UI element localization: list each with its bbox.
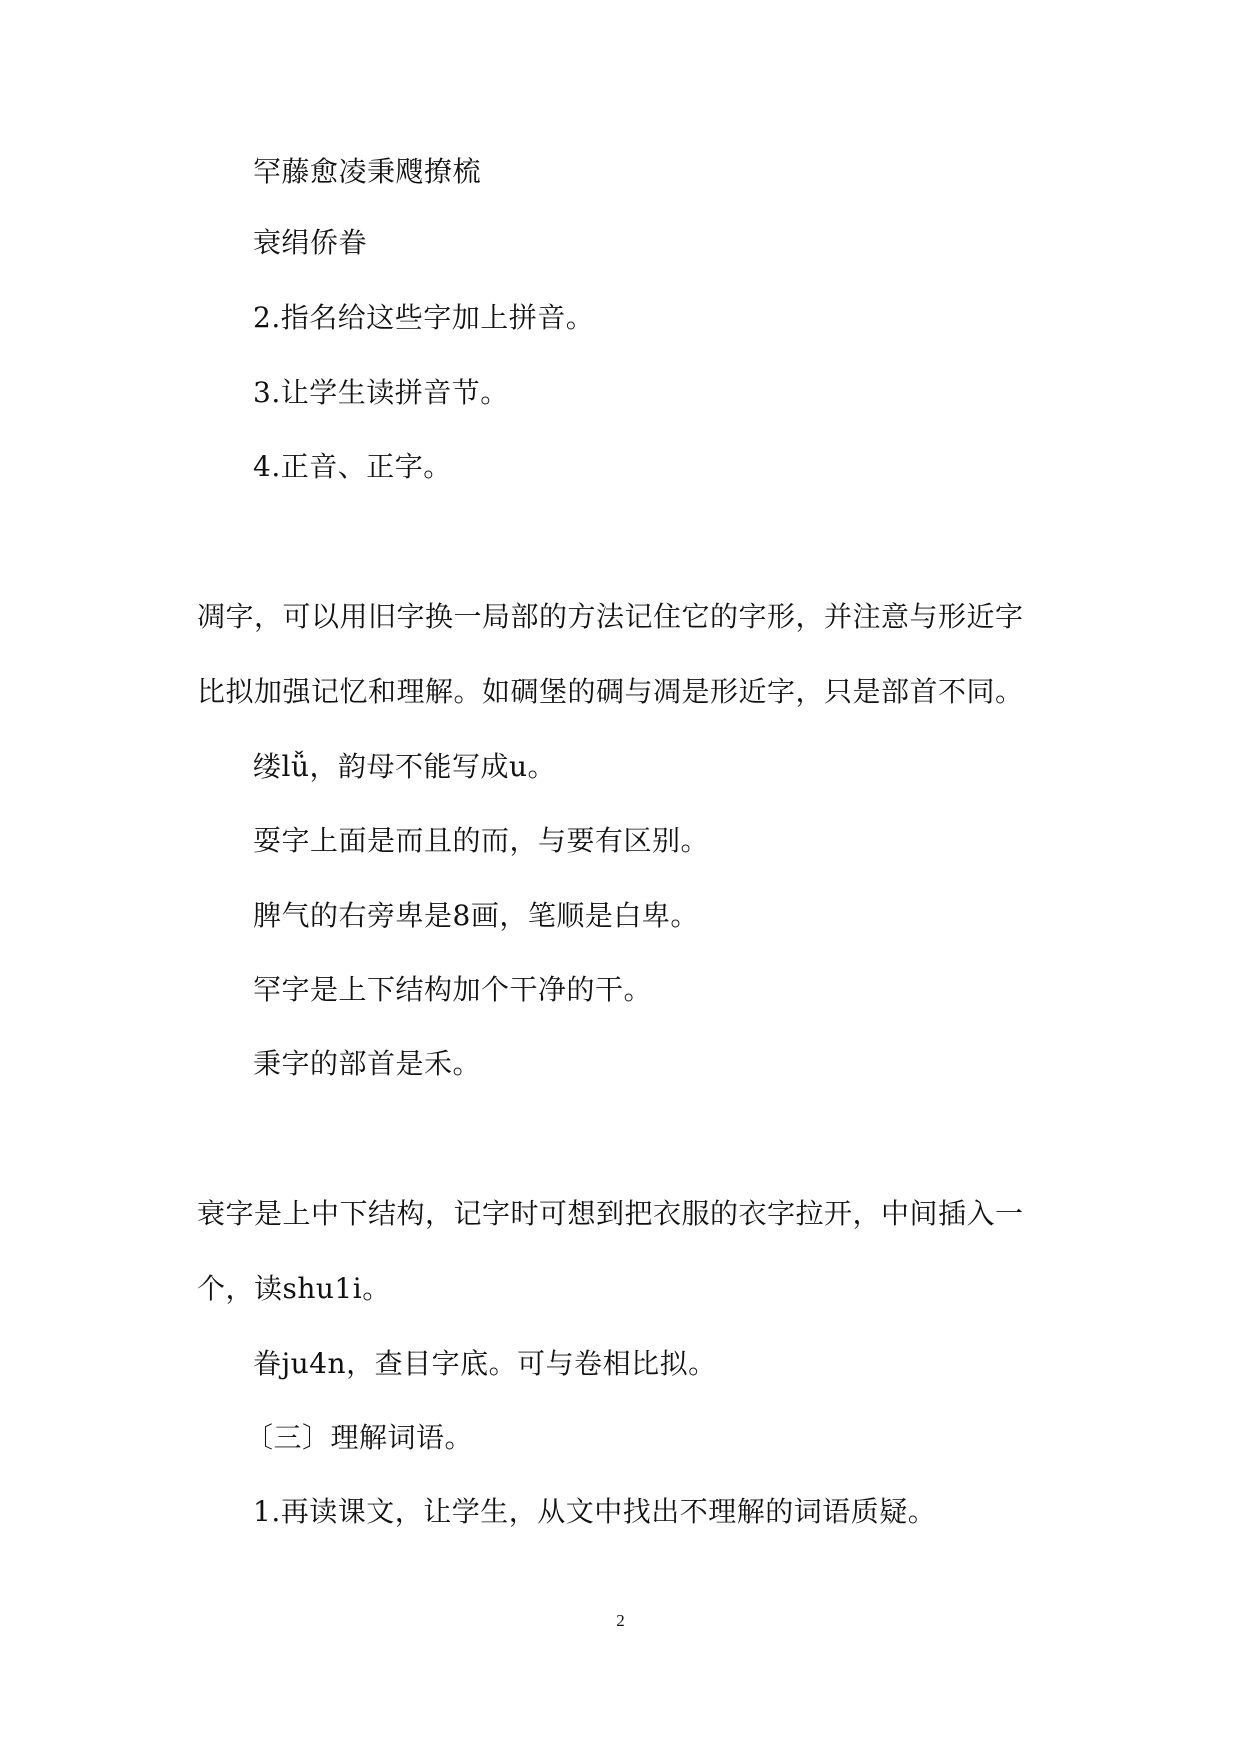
note-han-text: 罕字是上下结构加个干净的干。 xyxy=(253,973,653,1006)
page-number: 2 xyxy=(616,1611,625,1630)
note-diao-line-1: 凋字，可以用旧字换一局部的方法记住它的字形，并注意与形近字 xyxy=(197,600,1024,633)
note-lv-text: 缕lǚ，韵母不能写成u。 xyxy=(253,750,557,783)
note-shua-text: 耍字上面是而且的而，与要有区别。 xyxy=(253,824,710,857)
section-heading-three: 〔三〕理解词语。 xyxy=(245,1421,474,1454)
character-list-line-2: 衰绢侨眷 xyxy=(253,226,368,259)
note-shuai-line-1: 衰字是上中下结构，记字时可想到把衣服的衣字拉开，中间插入一 xyxy=(197,1197,1024,1230)
step-4-text: 4.正音、正字。 xyxy=(253,450,452,483)
note-juan-text: 眷ju4n，查目字底。可与卷相比拟。 xyxy=(253,1347,717,1380)
note-pi-text: 脾气的右旁卑是8画，笔顺是白卑。 xyxy=(253,899,699,932)
note-shuai-line-2: 个，读shu1i。 xyxy=(197,1272,391,1305)
step-3-text: 3.让学生读拼音节。 xyxy=(253,376,509,409)
step-2-text: 2.指名给这些字加上拼音。 xyxy=(253,301,595,334)
step-1-text: 1.再读课文，让学生，从文中找出不理解的词语质疑。 xyxy=(253,1495,937,1528)
note-diao-line-2: 比拟加强记忆和理解。如碉堡的碉与凋是形近字，只是部首不同。 xyxy=(197,675,1024,708)
note-bing-text: 秉字的部首是禾。 xyxy=(253,1047,482,1080)
character-list-line-1: 罕藤愈凌秉飕撩梳 xyxy=(253,155,482,188)
